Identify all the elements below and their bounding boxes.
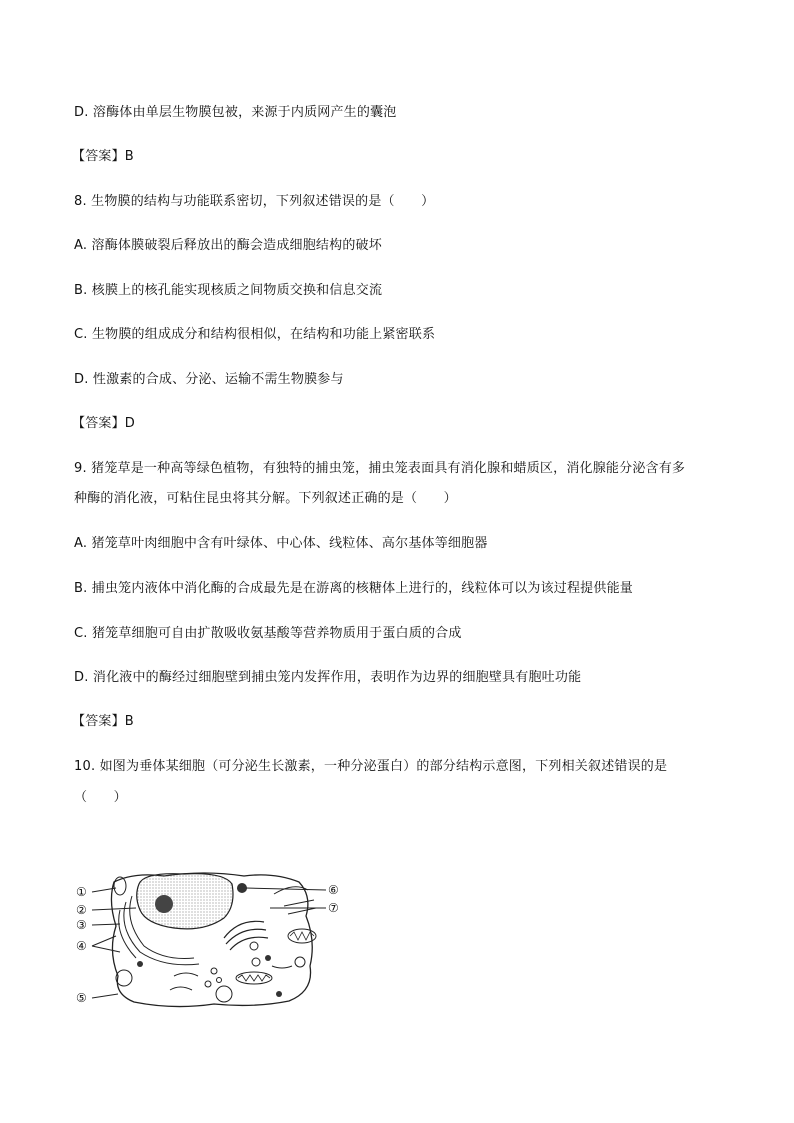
q7-option-d: D. 溶酶体由单层生物膜包被，来源于内质网产生的囊泡 xyxy=(74,105,397,120)
q9-stem-line1: 9. 猪笼草是一种高等绿色植物，有独特的捕虫笼，捕虫笼表面具有消化腺和蜡质区，消化腺能分泌含有多 xyxy=(74,461,686,476)
q9-option-d: D. 消化液中的酶经过细胞壁到捕虫笼内发挥作用，表明作为边界的细胞壁具有胞吐功能 xyxy=(74,670,582,685)
q7-answer: 【答案】B xyxy=(72,149,134,164)
figure-label-3: ③ xyxy=(76,918,87,932)
golgi xyxy=(224,921,268,950)
figure-label-6: ⑥ xyxy=(328,883,339,897)
q8-option-b: B. 核膜上的核孔能实现核质之间物质交换和信息交流 xyxy=(74,283,383,298)
q8-option-d: D. 性激素的合成、分泌、运输不需生物膜参与 xyxy=(74,372,344,387)
figure-label-2: ② xyxy=(76,903,87,917)
figure-label-5: ⑤ xyxy=(76,991,87,1005)
nucleus xyxy=(137,874,233,929)
q9-option-c: C. 猪笼草细胞可自由扩散吸收氨基酸等营养物质用于蛋白质的合成 xyxy=(74,626,462,641)
q10-stem-line1: 10. 如图为垂体某细胞（可分泌生长激素，一种分泌蛋白）的部分结构示意图，下列相关叙述错误的是 xyxy=(74,759,668,774)
q9-stem-line2: 种酶的消化液，可粘住昆虫将其分解。下列叙述正确的是（ ） xyxy=(74,491,457,506)
mitochondrion xyxy=(236,972,272,984)
q8-stem: 8. 生物膜的结构与功能联系密切，下列叙述错误的是（ ） xyxy=(74,194,435,209)
figure-label-4: ④ xyxy=(76,939,87,953)
q10-stem-line2: （ ） xyxy=(74,790,127,805)
mitochondrion xyxy=(216,986,232,1002)
mitochondrion xyxy=(116,970,132,986)
cell-diagram xyxy=(74,866,364,1016)
q8-option-a: A. 溶酶体膜破裂后释放出的酶会造成细胞结构的破坏 xyxy=(74,238,382,253)
q9-option-a: A. 猪笼草叶肉细胞中含有叶绿体、中心体、线粒体、高尔基体等细胞器 xyxy=(74,536,488,551)
q9-answer: 【答案】B xyxy=(72,714,134,729)
figure-label-1: ① xyxy=(76,885,87,899)
figure-label-7: ⑦ xyxy=(328,901,339,915)
nucleolus xyxy=(155,895,173,913)
q8-answer: 【答案】D xyxy=(72,416,136,431)
q8-option-c: C. 生物膜的组成成分和结构很相似，在结构和功能上紧密联系 xyxy=(74,327,436,342)
cell-structure-figure xyxy=(74,866,364,1016)
q9-option-b: B. 捕虫笼内液体中消化酶的合成最先是在游离的核糖体上进行的，线粒体可以为该过程提供能量 xyxy=(74,581,633,596)
